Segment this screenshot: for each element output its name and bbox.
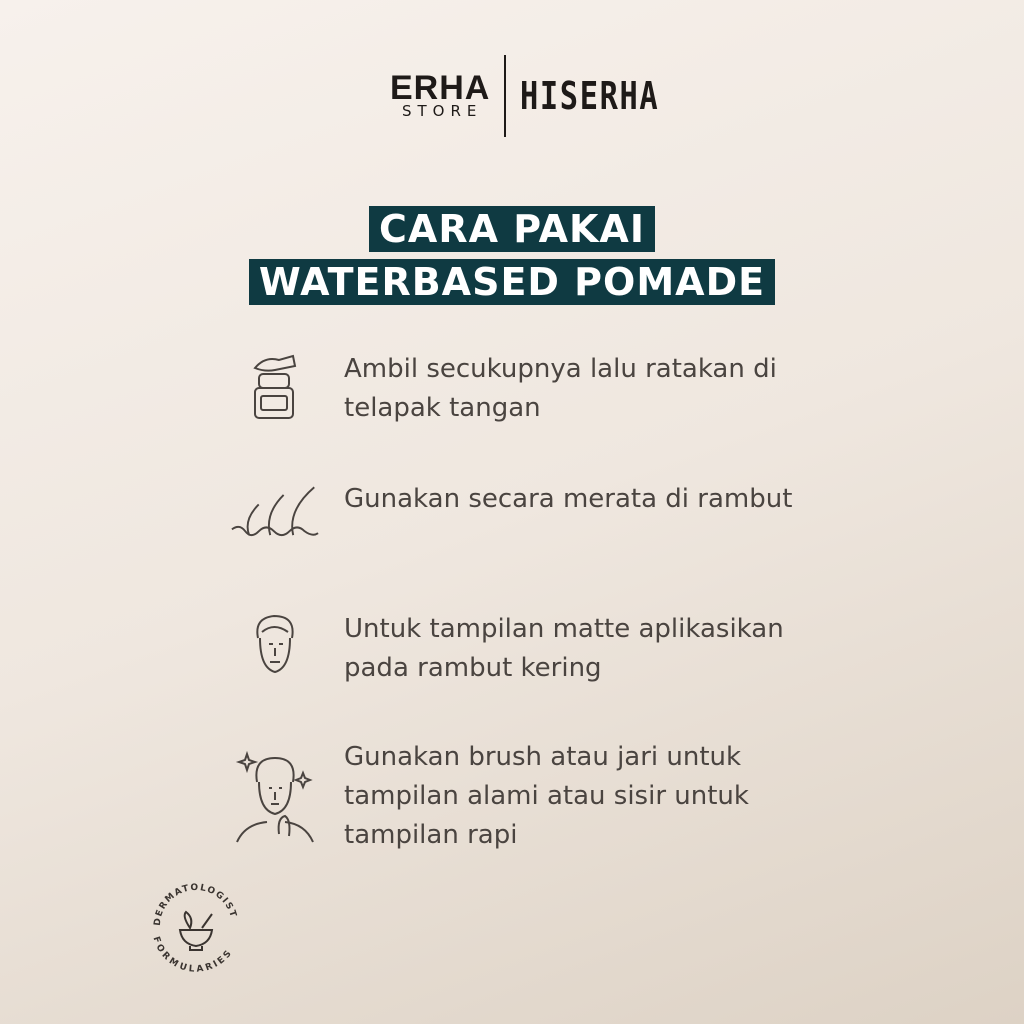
title-text-2: WATERBASED POMADE <box>249 259 775 305</box>
step-1 <box>230 350 804 428</box>
step-text: Untuk tampilan matte aplikasikan pada rambut kering <box>344 614 784 683</box>
step-text: Gunakan brush atau jari untuk tampilan alami atau sisir untuk tampilan rapi <box>344 742 749 850</box>
erha-text: ERHA <box>390 69 491 107</box>
store-text: STORE <box>401 102 483 120</box>
pomade-jar-icon <box>230 350 320 420</box>
hiserha-logo: HISERHA <box>520 74 660 118</box>
erha-store-logo <box>390 69 491 120</box>
step-text: Ambil secukupnya lalu ratakan di telapak tangan <box>344 354 777 423</box>
title-text-1: CARA PAKAI <box>369 206 655 252</box>
step-4 <box>230 738 804 855</box>
title-line-2 <box>0 259 1024 305</box>
svg-text:DERMATOLOGIST <box>153 883 238 926</box>
logo-divider <box>504 55 506 137</box>
step-text: Gunakan secara merata di rambut <box>344 484 793 514</box>
step-2 <box>230 480 804 550</box>
brand-logo <box>390 55 695 137</box>
step-3 <box>230 610 804 688</box>
title-line-1 <box>0 206 1024 252</box>
svg-text:FORMULARIES <box>150 936 234 975</box>
badge-bottom-text: FORMULARIES <box>150 935 235 975</box>
hair-strands-icon <box>230 480 320 550</box>
dermatologist-formularies-badge <box>146 876 246 980</box>
man-face-icon <box>230 610 320 680</box>
man-sparkle-icon <box>230 738 320 848</box>
badge-top-text: DERMATOLOGIST <box>152 882 239 927</box>
